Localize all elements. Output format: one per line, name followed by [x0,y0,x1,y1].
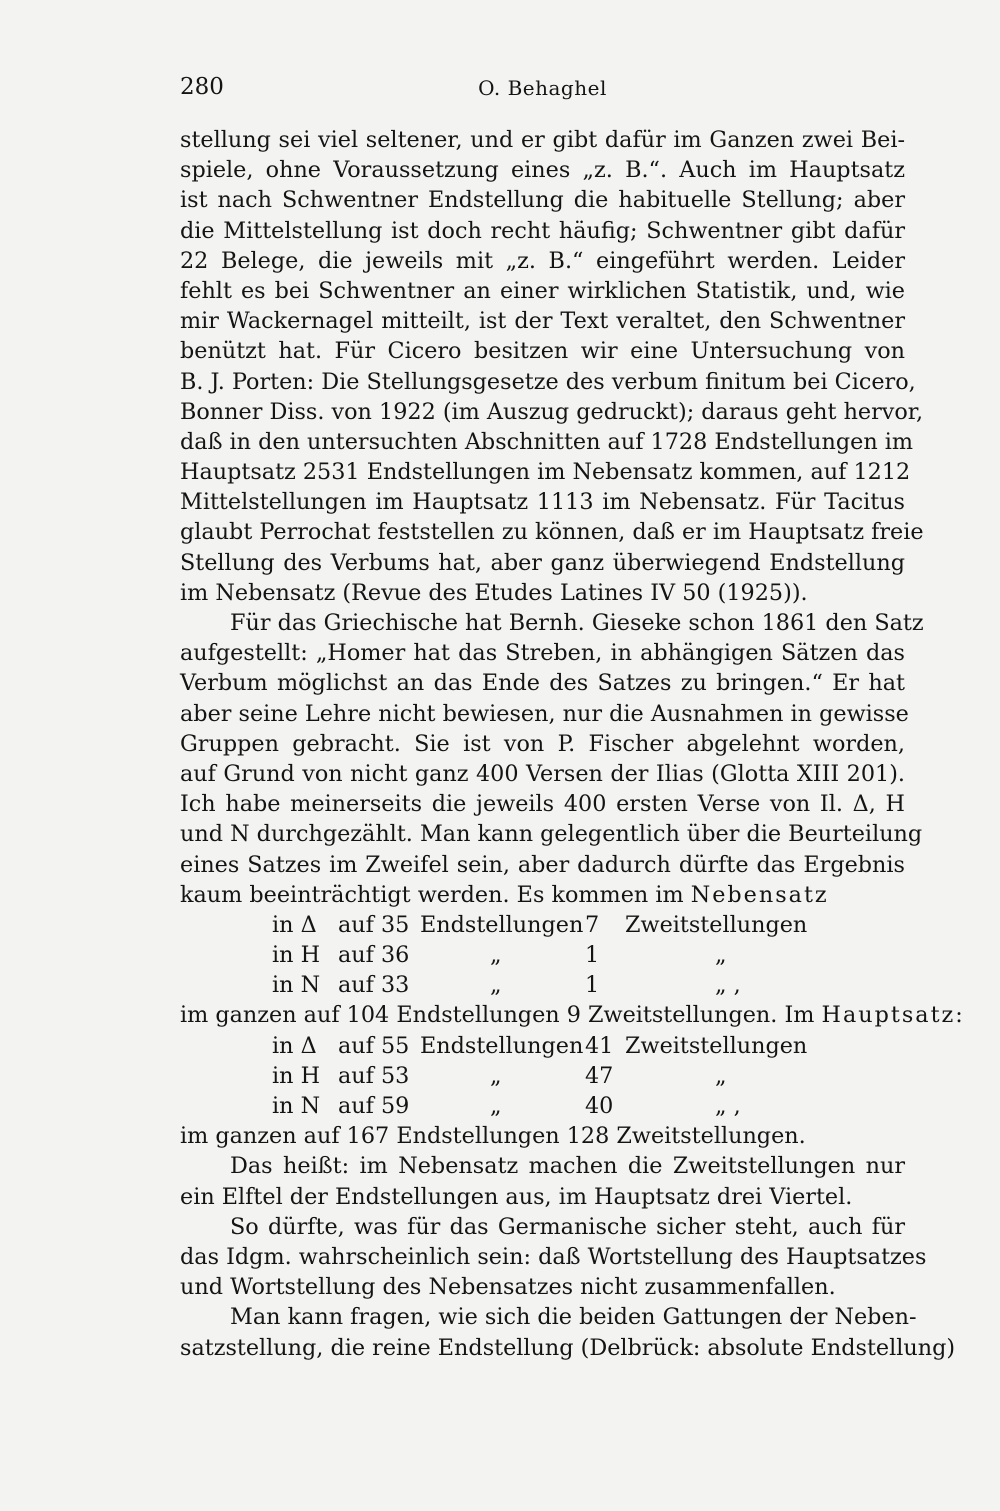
table-cell: auf 53 [338,1062,410,1089]
text-fragment: kaum beeinträchtigt werden. Es kommen im [180,881,684,908]
text-line: und N durchgezählt. Man kann gelegentlich über die Beurteilung [180,821,923,848]
text-line: Gruppen gebracht. Sie ist von P. Fischer abgelehnt worden, [180,730,905,757]
text-line [180,1000,965,1030]
table-cell: in Δ [272,911,317,938]
page-number: 280 [180,74,224,100]
table-cell: „ , [715,972,741,999]
table-cell: 1 [585,972,600,999]
text-line: ist nach Schwentner Endstellung die habituelle Stellung; aber [180,187,905,214]
text-line: benützt hat. Für Cicero besitzen wir eine Untersuchung von [180,338,905,365]
text-line: Verbum möglichst an das Ende des Satzes zu bringen.“ Er hat [180,670,905,697]
table-cell: auf 36 [338,942,410,969]
table-cell: „ [715,1062,727,1089]
table-row [180,970,905,1000]
text-line: glaubt Perrochat feststellen zu können, daß er im Hauptsatz freie [180,519,924,546]
table-cell: „ [490,942,502,969]
text-line: im ganzen auf 167 Endstellungen 128 Zweitstellungen. [180,1123,806,1150]
table-cell: Endstellungen [420,1032,584,1059]
text-line: die Mittelstellung ist doch recht häufig; Schwentner gibt dafür [180,217,905,244]
text-line: Man kann fragen, wie sich die beiden Gattungen der Neben- [230,1304,917,1331]
text-line: satzstellung, die reine Endstellung (Delbrück: absolute Endstellung) [180,1334,956,1361]
table-cell: 40 [585,1093,614,1119]
text-line: auf Grund von nicht ganz 400 Versen der Ilias (Glotta XIII 201). [180,760,905,787]
table-cell: in Δ [272,1032,317,1059]
table-row [180,1091,905,1121]
table-cell: 1 [585,942,600,969]
spaced-term: Hauptsatz: [821,1002,965,1029]
table-cell: in N [272,1093,321,1119]
table-cell: auf 35 [338,911,410,938]
text-fragment: im ganzen auf 104 Endstellungen 9 Zweitstellungen. Im [180,1002,815,1029]
spaced-term: Nebensatz [690,881,829,908]
text-line: B. J. Porten: Die Stellungsgesetze des verbum finitum bei Cicero, [180,368,916,395]
count-table-nebensatz [180,910,905,1001]
table-cell: 41 [585,1032,614,1059]
paragraph-3 [180,1151,905,1211]
table-row [180,910,905,940]
table-cell: „ [490,1062,502,1089]
table-cell: Endstellungen [420,911,584,938]
table-cell: 47 [585,1062,614,1089]
table-row [180,940,905,970]
table-row [180,1061,905,1091]
text-line: ein Elftel der Endstellungen aus, im Hauptsatz drei Viertel. [180,1183,853,1210]
table-cell: Zweitstellungen [625,911,808,938]
text-line: Stellung des Verbums hat, aber ganz überwiegend Endstellung [180,549,905,576]
paragraph-1 [180,125,924,608]
text-line: mir Wackernagel mitteilt, ist der Text veraltet, den Schwentner [180,308,905,335]
text-line [180,880,905,910]
running-title: O. Behaghel [478,76,607,100]
table-cell: in N [272,972,321,999]
table-cell: „ , [715,1093,741,1119]
text-line: Hauptsatz 2531 Endstellungen im Nebensatz kommen, auf 1212 [180,459,911,486]
table-cell: in H [272,942,321,969]
table-cell: „ [490,972,502,999]
text-line: Für das Griechische hat Bernh. Gieseke schon 1861 den Satz [230,610,924,636]
text-line: eines Satzes im Zweifel sein, aber dadurch dürfte das Ergebnis [180,851,905,878]
table-cell: auf 55 [338,1032,410,1059]
table-cell: „ [490,1093,502,1119]
text-line: Mittelstellungen im Hauptsatz 1113 im Nebensatz. Für Tacitus [180,489,905,516]
running-header [180,74,905,104]
body-text [180,125,965,1363]
table-cell: in H [272,1062,321,1089]
text-line: stellung sei viel seltener, und er gibt dafür im Ganzen zwei Bei- [180,127,905,153]
text-line: aufgestellt: „Homer hat das Streben, in abhängigen Sätzen das [180,640,905,667]
table-cell: „ [715,942,727,969]
paragraph-2 [180,608,965,1151]
paragraph-4 [180,1212,927,1303]
text-line: spiele, ohne Voraussetzung eines „z. B.“. Auch im Hauptsatz [180,157,905,184]
text-line: im Nebensatz (Revue des Etudes Latines IV 50 (1925)). [180,579,808,606]
paragraph-5 [180,1302,956,1362]
text-line: So dürfte, was für das Germanische sicher steht, auch für [230,1213,905,1240]
count-table-hauptsatz [180,1031,905,1122]
text-line: fehlt es bei Schwentner an einer wirklichen Statistik, und, wie [180,277,905,304]
text-line: und Wortstellung des Nebensatzes nicht zusammenfallen. [180,1274,836,1301]
table-cell: auf 33 [338,972,410,999]
text-line: Ich habe meinerseits die jeweils 400 ersten Verse von Il. Δ, H [180,791,905,818]
table-cell: Zweitstellungen [625,1032,808,1059]
text-line: Bonner Diss. von 1922 (im Auszug gedruckt); daraus geht hervor, [180,398,924,425]
text-line: das Idgm. wahrscheinlich sein: daß Wortstellung des Hauptsatzes [180,1243,927,1270]
text-line: daß in den untersuchten Abschnitten auf 1728 Endstellungen im [180,428,914,455]
text-line: 22 Belege, die jeweils mit „z. B.“ eingeführt werden. Leider [180,247,905,274]
text-line: Das heißt: im Nebensatz machen die Zweitstellungen nur [230,1153,905,1180]
table-cell: 7 [585,911,600,938]
table-cell: auf 59 [338,1093,410,1119]
text-line: aber seine Lehre nicht bewiesen, nur die Ausnahmen in gewisse [180,700,909,727]
table-row [180,1031,905,1061]
